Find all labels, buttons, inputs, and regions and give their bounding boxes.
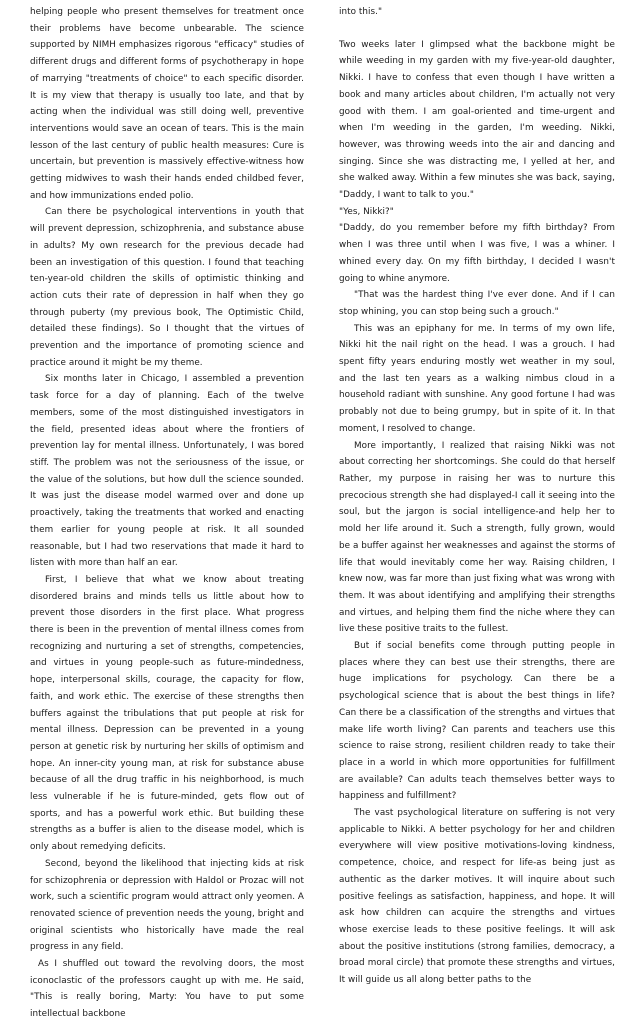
paragraph: "Yes, Nikki?" bbox=[339, 206, 394, 217]
paragraph: helping people who present themselves for treatment once their problems have become unbearable. The science supported by NIMH emphasizes rigorous "efficacy" studies of different drugs and different forms of psychotherapy in hope of marrying "treatments of choice" to each specific disorder. It is my view that therapy is usually too late, and that by acting when the individual was still doing well, preventive interventions would save an ocean of tears. This is the main lesson of the last century of public health measures: Cure is uncertain, but prevention is massively effective-witness how getting midwives to wash their hands ended childbed fever, and how immunizations ended polio. bbox=[30, 7, 304, 201]
paragraph: This was an epiphany for me. In terms of my own life, Nikki hit the nail right on the head. I was a grouch. I had spent fifty years enduring mostly wet weather in my soul, and the last ten years as a walking nimbus cloud in a household radiant with sunshine. Any good fortune I had was probably not due to being grumpy, but in spite of it. In that moment, I resolved to change. bbox=[339, 323, 615, 434]
left-column bbox=[30, 4, 304, 1023]
paragraph: Two weeks later I glimpsed what the backbone might be while weeding in my garden with my five-year-old daughter, Nikki. I have to confess that even though I have written a book and many articles about children, I'm actually not very good with them. I am goal-oriented and time-urgent and when I'm weeding in the garden, I'm weeding. Nikki, however, was throwing weeds into the air and dancing and singing. Since she was distracting me, I yelled at her, and she walked away. Within a few minutes she was back, saying, "Daddy, I want to talk to you." bbox=[339, 39, 615, 201]
paragraph: Can there be psychological interventions in youth that will prevent depression, schizophrenia, and substance abuse in adults? My own research for the previous decade had been an investigation of this question. I found that teaching ten-year-old children the skills of optimistic thinking and action cuts their rate of depression in half when they go through puberty (my previous book, The Optimistic Child, detailed these findings). So I thought that the virtues of prevention and the importance of promoting science and practice around it might be my theme. bbox=[30, 207, 304, 368]
right-column bbox=[339, 4, 615, 989]
paragraph: Six months later in Chicago, I assembled a prevention task force for a day of planning. Each of the twelve members, some of the most distinguished investigators in the field, presented ideas about where the frontiers of prevention lay for mental illness. Unfortunately, I was bored stiff. The problem was not the seriousness of the issue, or the value of the solutions, but how dull the science sounded. It was just the disease model warmed over and done up proactively, taking the treatments that worked and enacting them earlier for young people at risk. It all sounded reasonable, but I had two reservations that made it hard to listen with more than half an ear. bbox=[30, 374, 304, 569]
paragraph: Second, beyond the likelihood that injecting kids at risk for schizophrenia or depression with Haldol or Prozac will not work, such a scientific program would attract only yeomen. A renovated science of prevention needs the young, bright and original scientists who historically have made the real progress in any field. bbox=[30, 858, 304, 953]
paragraph: More importantly, I realized that raising Nikki was not about correcting her shortcomings. She could do that herself Rather, my purpose in raising her was to nurture this precocious strength she had displayed-I call it seeing into the soul, but the jargon is social intelligence-and help her to mold her life around it. Such a strength, fully grown, would be a buffer against her weaknesses and against the storms of life that would inevitably come her way. Raising children, I knew now, was far more than just fixing what was wrong with them. It was about identifying and amplifying their strengths and virtues, and helping them find the niche where they can live these positive traits to the fullest. bbox=[339, 440, 615, 635]
paragraph: But if social benefits come through putting people in places where they can best use their strengths, there are huge implications for psychology. Can there be a psychological science that is about the best things in life? Can there be a classification of the strengths and virtues that make life worth living? Can parents and teachers use this science to raise strong, resilient children ready to take their place in a world in which more opportunities for fulfillment are available? Can adults teach themselves better ways to happiness and fulfillment? bbox=[339, 641, 615, 802]
paragraph: As I shuffled out toward the revolving doors, the most iconoclastic of the professors caught up with me. He said, "This is really boring, Marty: You have to put some intellectual backbone bbox=[30, 959, 304, 1020]
paragraph: "Daddy, do you remember before my fifth birthday? From when I was three until when I was five, I was a whiner. I whined every day. On my fifth birthday, I decided I wasn't going to whine anymore. bbox=[339, 223, 615, 284]
paragraph: into this." bbox=[339, 7, 383, 17]
paragraph: "That was the hardest thing I've ever done. And if I can stop whining, you can stop being such a grouch." bbox=[339, 290, 615, 317]
paragraph: The vast psychological literature on suffering is not very applicable to Nikki. A better psychology for her and children everywhere will view positive motivations-loving kindness, competence, choice, and respect for life-as being just as authentic as the darker motives. It will inquire about such positive feelings as satisfaction, happiness, and hope. It will ask how children can acquire the strengths and virtues whose exercise leads to these positive feelings. It will ask about the positive institutions (strong families, democracy, a broad moral circle) that promote these strengths and virtues, It will guide us all along better paths to the bbox=[339, 808, 615, 986]
paragraph: First, I believe that what we know about treating disordered brains and minds tells us little about how to prevent those disorders in the first place. What progress there is been in the prevention of mental illness comes from recognizing and nurturing a set of strengths, competencies, and virtues in young people-such as future-mindedness, hope, interpersonal skills, courage, the capacity for flow, faith, and work ethic. The exercise of these strengths then buffers against the tribulations that put people at risk for mental illness. Depression can be prevented in a young person at genetic risk by nurturing her skills of optimism and hope. An inner-city young man, at risk for substance abuse because of all the drug traffic in his neighborhood, is much less vulnerable if he is future-minded, gets flow out of sports, and has a powerful work ethic. But building these strengths as a buffer is alien to the disease model, which is only about remedying deficits. bbox=[30, 574, 304, 853]
